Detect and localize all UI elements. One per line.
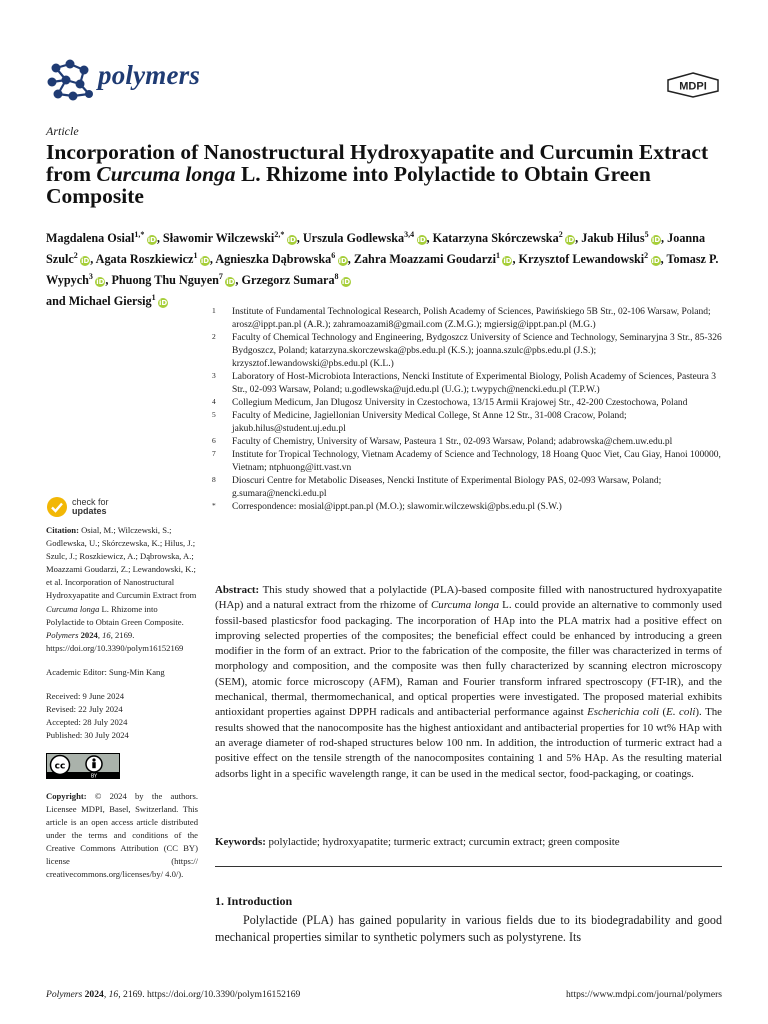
svg-text:BY: BY: [90, 773, 98, 780]
orcid-icon[interactable]: iD: [200, 257, 210, 266]
author-affiliation-sup: 3,4: [404, 230, 415, 239]
affiliation-item: [212, 475, 732, 501]
page-title: Incorporation of Nanostructural Hydroxyapatite and Curcumin Extract from Curcuma longa L. Rhizome into Polylactide to Obtain Green Composite: [46, 140, 709, 208]
affiliation-text: Faculty of Chemistry, University of Warsaw, Pasteura 1 Str., 02-093 Warsaw, Poland; adabrowska@chem.uw.edu.pl: [232, 437, 673, 447]
check-for-updates-button[interactable]: [46, 496, 198, 518]
affiliation-text: Faculty of Chemical Technology and Engineering, Bydgoszcz University of Science and Technology, Seminaryjna 3 Str., 85-326 Bydgoszcz, Poland; katarzyna.skorczewska@pbs.edu.pl (K.S.); joanna.szulc@pbs.edu.pl (J.S.); krzysztof.lewandowski@pbs.edu.pl (K.L.): [232, 333, 722, 369]
orcid-icon[interactable]: iD: [651, 236, 661, 245]
affiliation-item: [212, 436, 732, 449]
article-type: Article: [46, 124, 79, 138]
affiliation-text: Institute for Tropical Technology, Vietnam Academy of Science and Technology, 18 Hoang Quoc Viet, Cau Giay, Hanoi 100000, Vietnam; ntphuong@itt.vast.vn: [232, 450, 721, 473]
footer-citation: Polymers 2024, 16, 2169. https://doi.org/10.3390/polym16152169: [46, 989, 301, 1000]
svg-text:cc: cc: [54, 761, 66, 772]
affiliation-item: [212, 397, 732, 410]
affiliation-item: [212, 449, 732, 475]
publisher-name: MDPI: [679, 80, 707, 93]
affiliation-item: [212, 306, 732, 332]
revised-date: Revised: 22 July 2024: [46, 704, 123, 715]
affiliations: [212, 306, 732, 514]
cc-by-license-icon[interactable]: [46, 753, 120, 779]
footer-journal-link[interactable]: https://www.mdpi.com/journal/polymers: [565, 989, 722, 1000]
affiliation-number: 6: [212, 436, 216, 445]
affiliation-number: 7: [212, 449, 216, 458]
academic-editor: Academic Editor: Sung-Min Kang: [46, 666, 165, 677]
author-name: Michael Giersig: [68, 294, 152, 309]
citation: Citation: Osial, M.; Wilczewski, S.; Godlewska, U.; Skórczewska, K.; Hilus, J.; Szulc, J.; Roszkiewicz, A.; Dąbrowska, A.; Moazzami Goudarzi, Z.; Lewandowski, K.; et al. Incorporation of Nanostructural Hydroxyapatite and Curcumin Extract from Curcuma longa L. Rhizome into Polylactide to Obtain Green Composite. Polymers 2024, 16, 2169. https://doi.org/10.3390/polym16152169: [46, 525, 197, 653]
author-name: Agnieszka Dąbrowska: [215, 252, 332, 267]
author-name: Krzysztof Lewandowski: [518, 252, 645, 267]
orcid-icon[interactable]: iD: [503, 257, 512, 266]
affiliation-number: 8: [212, 475, 216, 484]
author-affiliation-sup: 2: [558, 230, 563, 239]
author-name: Joanna Szulc: [46, 231, 706, 267]
affiliation-item: [212, 371, 732, 397]
affiliation-text: Collegium Medicum, Jan Dlugosz University in Czestochowa, 13/15 Armii Krajowej Str., 42-200 Czestochowa, Poland: [232, 398, 688, 408]
author-affiliation-sup: 7: [218, 272, 223, 282]
affiliation-text: Laboratory of Host-Microbiota Interactions, Nencki Institute of Experimental Biology, Polish Academy of Sciences, Pasteura 3 Str., 02-093 Warsaw, Poland; u.godlewska@ujd.edu.pl (U.G.); t.wypych@nencki.edu.pl (T.P.W.): [232, 372, 717, 395]
author-list: Magdalena Osial$^{1,*}$ iD, Sławomir Wilczewski$^{2,*}$ iD, Urszula Godlewska$^{3,4}$ iD, Katarzyna Skórczewska$^2$ iD, Jakub Hilus$^5$ iD, Joanna Szulc$^2$ iD, Agata Roszkiewicz$^1$ iD, Agnieszka Dąbrowska$^6$ iD, Zahra Moazzami Goudarzi$^1$ iD, Krzysztof Lewandowski$^2$ iD, Tomasz P. Wypych$^3$ iD, Phuong Thu Nguyen$^7$ iD, Grzegorz Sumara$^8$ iD and Michael Giersig$^1$ iD: [46, 230, 719, 309]
polymers-logo-icon: [46, 58, 96, 102]
orcid-icon[interactable]: iD: [417, 236, 426, 245]
author-name: Sławomir Wilczewski: [162, 231, 275, 246]
affiliation-text: Faculty of Medicine, Jagiellonian University Medical College, St Anne 12 Str., 31-008 Cracow, Poland; jakub.hilus@student.uj.edu.pl: [232, 411, 627, 434]
author-name: Katarzyna Skórczewska: [432, 231, 559, 246]
journal-name: polymers: [98, 60, 201, 90]
author-affiliation-sup: 1: [151, 293, 156, 303]
orcid-icon[interactable]: iD: [651, 257, 660, 266]
orcid-icon[interactable]: iD: [81, 257, 90, 266]
accepted-date: Accepted: 28 July 2024: [46, 717, 128, 728]
divider: [215, 866, 722, 867]
affiliation-number: 4: [212, 397, 216, 406]
author-name: Grzegorz Sumara: [241, 273, 335, 288]
orcid-icon[interactable]: iD: [338, 257, 347, 266]
author-affiliation-sup: 6: [331, 251, 336, 261]
affiliation-item: [212, 410, 732, 436]
check-for-updates-icon: [46, 496, 68, 518]
author-affiliation-sup: 8: [334, 272, 339, 282]
author-affiliation-sup: 2,*: [274, 230, 285, 239]
author-name: Phuong Thu Nguyen: [111, 273, 219, 288]
orcid-icon[interactable]: iD: [341, 278, 351, 287]
dates: [46, 690, 198, 742]
author-name: Zahra Moazzami Goudarzi: [353, 252, 496, 267]
affiliation-item: [212, 501, 732, 514]
author-affiliation-sup: 1,*: [134, 230, 145, 239]
author-name: Agata Roszkiewicz: [95, 252, 194, 267]
affiliation-text: Correspondence: mosial@ippt.pan.pl (M.O.); slawomir.wilczewski@pbs.edu.pl (S.W.): [232, 502, 562, 512]
intro-paragraph: Polylactide (PLA) has gained popularity in various fields due to its biodegradability and good mechanical properties similar to synthetic polymers such as polystyrene. Its: [215, 913, 722, 944]
sidebar: [46, 496, 198, 881]
abstract: Abstract: This study showed that a polylactide (PLA)-based composite filled with nanostructured hydroxyapatite (HAp) and a natural extract from the rhizome of Curcuma longa L. could provide an alternative to commonly used fossil-based plasticsfor food packaging. The incorporation of HAp into the PLA matrix had a positive effect on improving selected properties of the composites; the beneficial effect could be enhanced by introducing a green modifier in the form of an extract. Prior to the fabrication of the composite, the filler was characterized in terms of morphology and composition, and the composite was then fully characterized by scanning electron microscopy (SEM), atomic force microscopy (AFM), Raman and Fourier transform infrared spectroscopy (FT-IR), and the mechanical, thermal, thermomechanical, and optical properties were investigated. The proposed material exhibits antioxidant properties against DPPH radicals and antibacterial performance against Escherichia coli (E. coli). The results showed that the nanocomposite has the highest antioxidant and antibacterial properties for 10 wt% HAp with an average diameter of rod-shaped structures below 100 nm. In addition, the introduction of turmeric extract had a positive effect on the tensile strength of the nanocomposites containing 1 and 5% HAp. As the resulting material adsorbs light in a specific wavelength range, it can be used in the medical sector, food-packaging, or coatings.: [215, 584, 723, 780]
affiliation-number: 5: [212, 410, 216, 419]
affiliation-text: Dioscuri Centre for Metabolic Diseases, Nencki Institute of Experimental Biology PAS, 02-093 Warsaw, Poland; g.sumara@nencki.edu.pl: [232, 476, 662, 499]
author-affiliation-sup: 1: [495, 251, 500, 261]
author-affiliation-sup: 2: [644, 251, 649, 261]
author-affiliation-sup: 3: [88, 272, 93, 282]
affiliation-number: 1: [212, 306, 216, 315]
affiliation-number: 2: [212, 332, 216, 341]
affiliation-item: [212, 332, 732, 371]
mdpi-logo-icon: [666, 72, 720, 98]
orcid-icon[interactable]: iD: [287, 236, 296, 245]
copyright: Copyright: © 2024 by the authors. Licensee MDPI, Basel, Switzerland. This article is an open access article distributed under the terms and conditions of the Creative Commons Attribution (CC BY) license (https:// creativecommons.org/licenses/by/ 4.0/).: [46, 790, 198, 880]
author-name: Urszula Godlewska: [302, 231, 405, 246]
updates-label: updates: [72, 506, 107, 516]
published-date: Published: 30 July 2024: [46, 730, 129, 741]
author-affiliation-sup: 1: [193, 251, 198, 261]
received-date: Received: 9 June 2024: [46, 691, 125, 702]
page-footer: [46, 989, 722, 1000]
author-affiliation-sup: 5: [644, 230, 649, 239]
keywords: Keywords: polylactide; hydroxyapatite; turmeric extract; curcumin extract; green composite: [215, 836, 620, 848]
orcid-icon[interactable]: iD: [147, 236, 156, 245]
affiliation-number: 3: [212, 371, 216, 380]
orcid-icon[interactable]: iD: [566, 236, 575, 245]
affiliation-number: *: [212, 501, 216, 510]
orcid-icon[interactable]: iD: [158, 299, 168, 308]
author-affiliation-sup: 2: [73, 251, 78, 261]
affiliation-text: Institute of Fundamental Technological Research, Polish Academy of Sciences, Pawińskiego 5B Str., 02-106 Warsaw, Poland; arosz@ippt.pan.pl (A.R.); zahramoazami8@gmail.com (Z.M.G.); mgiersig@ippt.pan.pl (M.G.): [232, 307, 711, 330]
check-label: check for: [72, 497, 109, 507]
author-name: Jakub Hilus: [581, 231, 645, 246]
author-name: Tomasz P. Wypych: [46, 252, 719, 288]
orcid-icon[interactable]: iD: [96, 278, 105, 287]
section-heading: 1. Introduction: [215, 894, 293, 908]
author-name: Magdalena Osial: [46, 231, 135, 246]
orcid-icon[interactable]: iD: [226, 278, 235, 287]
